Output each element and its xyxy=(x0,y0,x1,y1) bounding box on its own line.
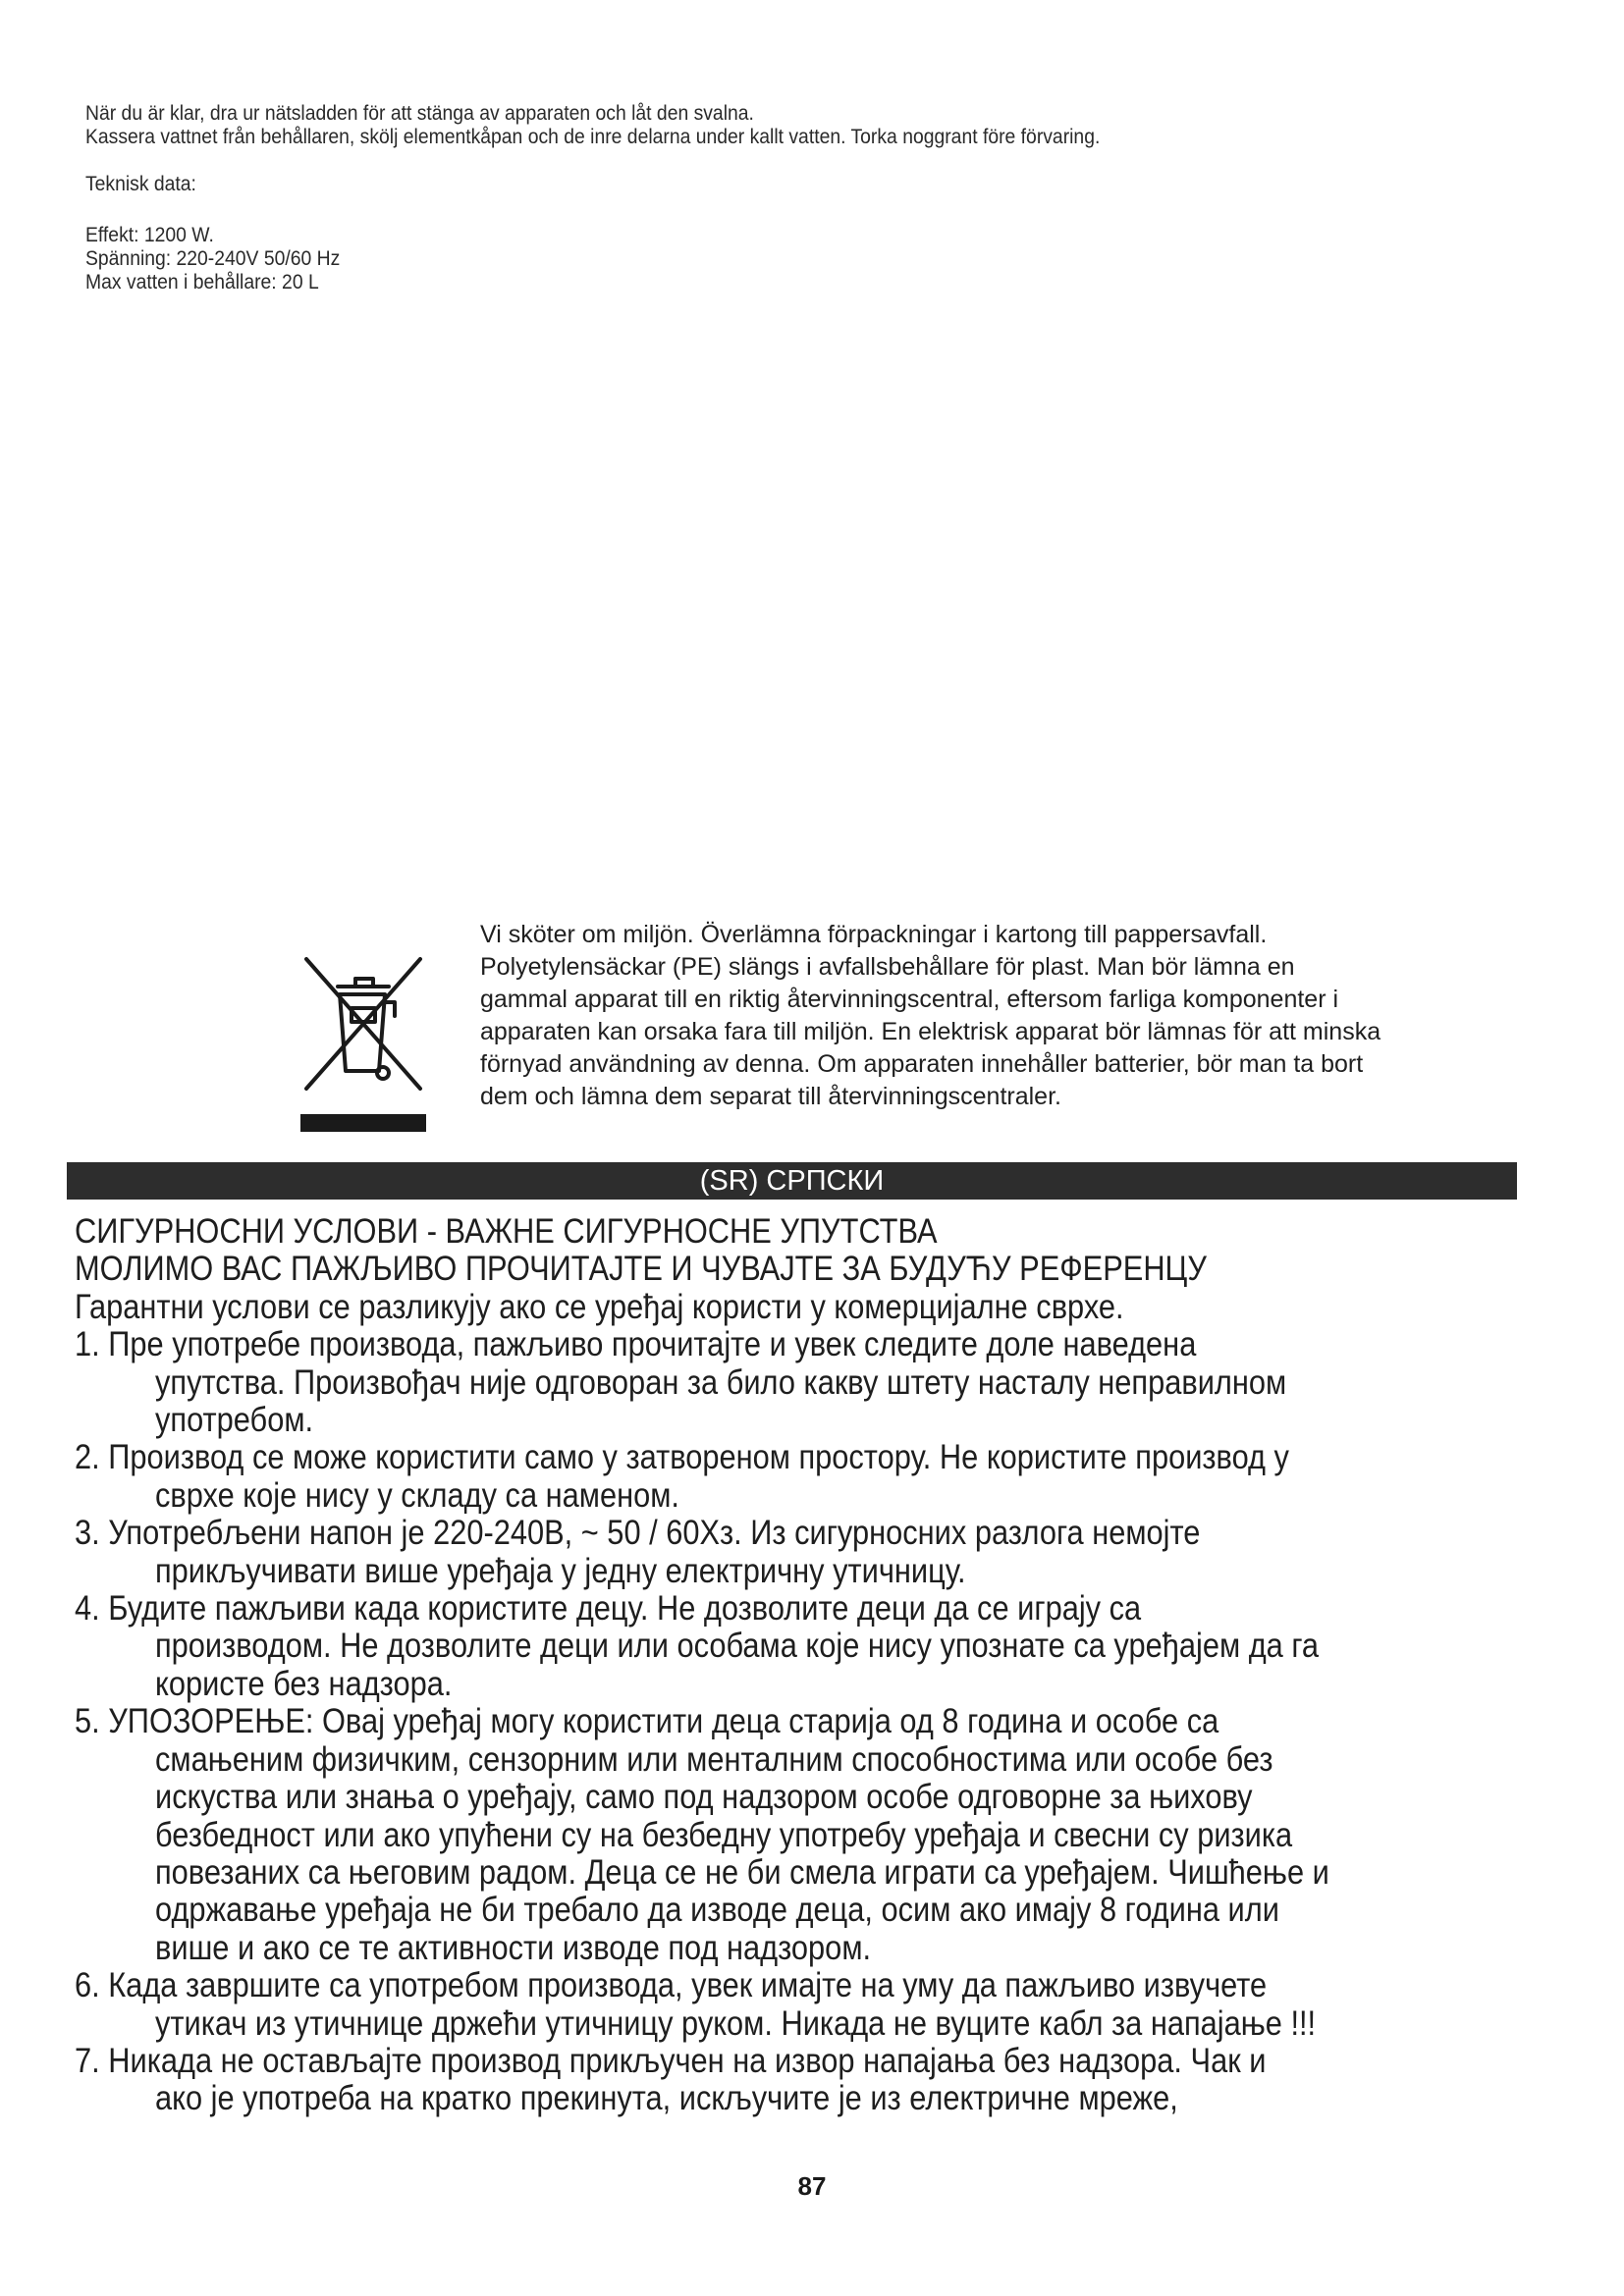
list-item: 7. Никада не остављајте производ прикључен на извор напајања без надзора. Чак и ако је употреба на кратко прекинута, искључите је из електричне мреже, xyxy=(75,2041,1267,2118)
list-item: 6. Када завршите са употребом производа, увек имајте на уму да пажљиво извучете утикач из утичнице држећи утичницу руком. Никада не вуците кабл за напајање !!! xyxy=(75,1966,1317,2043)
warranty-intro: Гарантни услови се разликују ако се уређај користи у комерцијалне сврхе. xyxy=(75,1287,1124,1326)
heading-read-carefully: МОЛИМО ВАС ПАЖЉИВО ПРОЧИТАЈТЕ И ЧУВАЈТЕ ЗА БУДУЋУ РЕФЕРЕНЦУ xyxy=(75,1250,1207,1289)
text-line: dem och lämna dem separat till återvinningscentraler. xyxy=(480,1083,1061,1110)
list-item: 3. Употребљени напон је 220-240В, ~ 50 / 60Хз. Из сигурносних разлога немојте прикључивати више уређаја у једну електричну утичницу. xyxy=(75,1514,1201,1590)
list-item: 2. Производ се може користити само у затвореном простору. Не користите производ у сврхе које нису у складу са наменом. xyxy=(75,1438,1289,1515)
list-item: 4. Будите пажљиви када користите децу. Не дозволите деци да се играју са производом. Не дозволите деци или особама које нису упознате са уређајем да га користе без надзора. xyxy=(75,1589,1320,1703)
text-line: förnyad användning av denna. Om apparaten innehåller batterier, bör man ta bort xyxy=(480,1050,1364,1078)
list-item: 5. УПОЗОРЕЊЕ: Овај уређај могу користити деца старија од 8 година и особе са смањеним физичким, сензорним или менталним способностима или особе без искуства или знања о уређају, само под надзором особе одговорне за њихову безбедност или ако упућени су на безбедну употребу уређаја и свесни су ризика повезаних са његовим радом. Деца се не би смела играти са уређајем. Чишћење и одржавање уређаја не би требало да изводе деца, осим ако имају 8 година или више и ако се те активности изводе под надзором. xyxy=(75,1702,1329,1967)
spec-power: Effekt: 1200 W. xyxy=(85,223,214,246)
list-item: 1. Пре употребе производа, пажљиво прочитајте и увек следите доле наведена упутства. Произвођач није одговоран за било какву штету насталу неправилном употребом. xyxy=(75,1325,1287,1440)
spec-voltage: Spänning: 220-240V 50/60 Hz xyxy=(85,246,341,270)
swedish-instructions xyxy=(85,101,1578,294)
text-line: Kassera vattnet från behållaren, skölj elementkåpan och de inre delarna under kallt vatten. Torka noggrant före förvaring. xyxy=(85,125,1101,148)
spec-water-capacity: Max vatten i behållare: 20 L xyxy=(85,270,319,294)
serbian-safety-instructions xyxy=(75,1213,1567,2118)
environment-notice xyxy=(480,919,1580,1113)
text-line: Vi sköter om miljön. Överlämna förpackningar i kartong till pappersavfall. xyxy=(480,921,1268,948)
page-number: 87 xyxy=(797,2171,827,2201)
heading-safety-conditions: СИГУРНОСНИ УСЛОВИ - ВАЖНЕ СИГУРНОСНЕ УПУТСТВА xyxy=(75,1212,938,1251)
crossed-out-wheelie-bin-icon xyxy=(300,957,426,1144)
language-section-header: (SR) СРПСКИ xyxy=(67,1162,1517,1200)
text-line: Polyetylensäckar (PE) slängs i avfallsbehållare för plast. Man bör lämna en xyxy=(480,953,1295,981)
technical-data-heading: Teknisk data: xyxy=(85,172,196,195)
text-line: apparaten kan orsaka fara till miljön. En elektrisk apparat bör lämnas för att minska xyxy=(480,1018,1381,1045)
text-line: gammal apparat till en riktig återvinningscentral, eftersom farliga komponenter i xyxy=(480,986,1339,1013)
text-line: När du är klar, dra ur nätsladden för att stänga av apparaten och låt den svalna. xyxy=(85,101,754,125)
